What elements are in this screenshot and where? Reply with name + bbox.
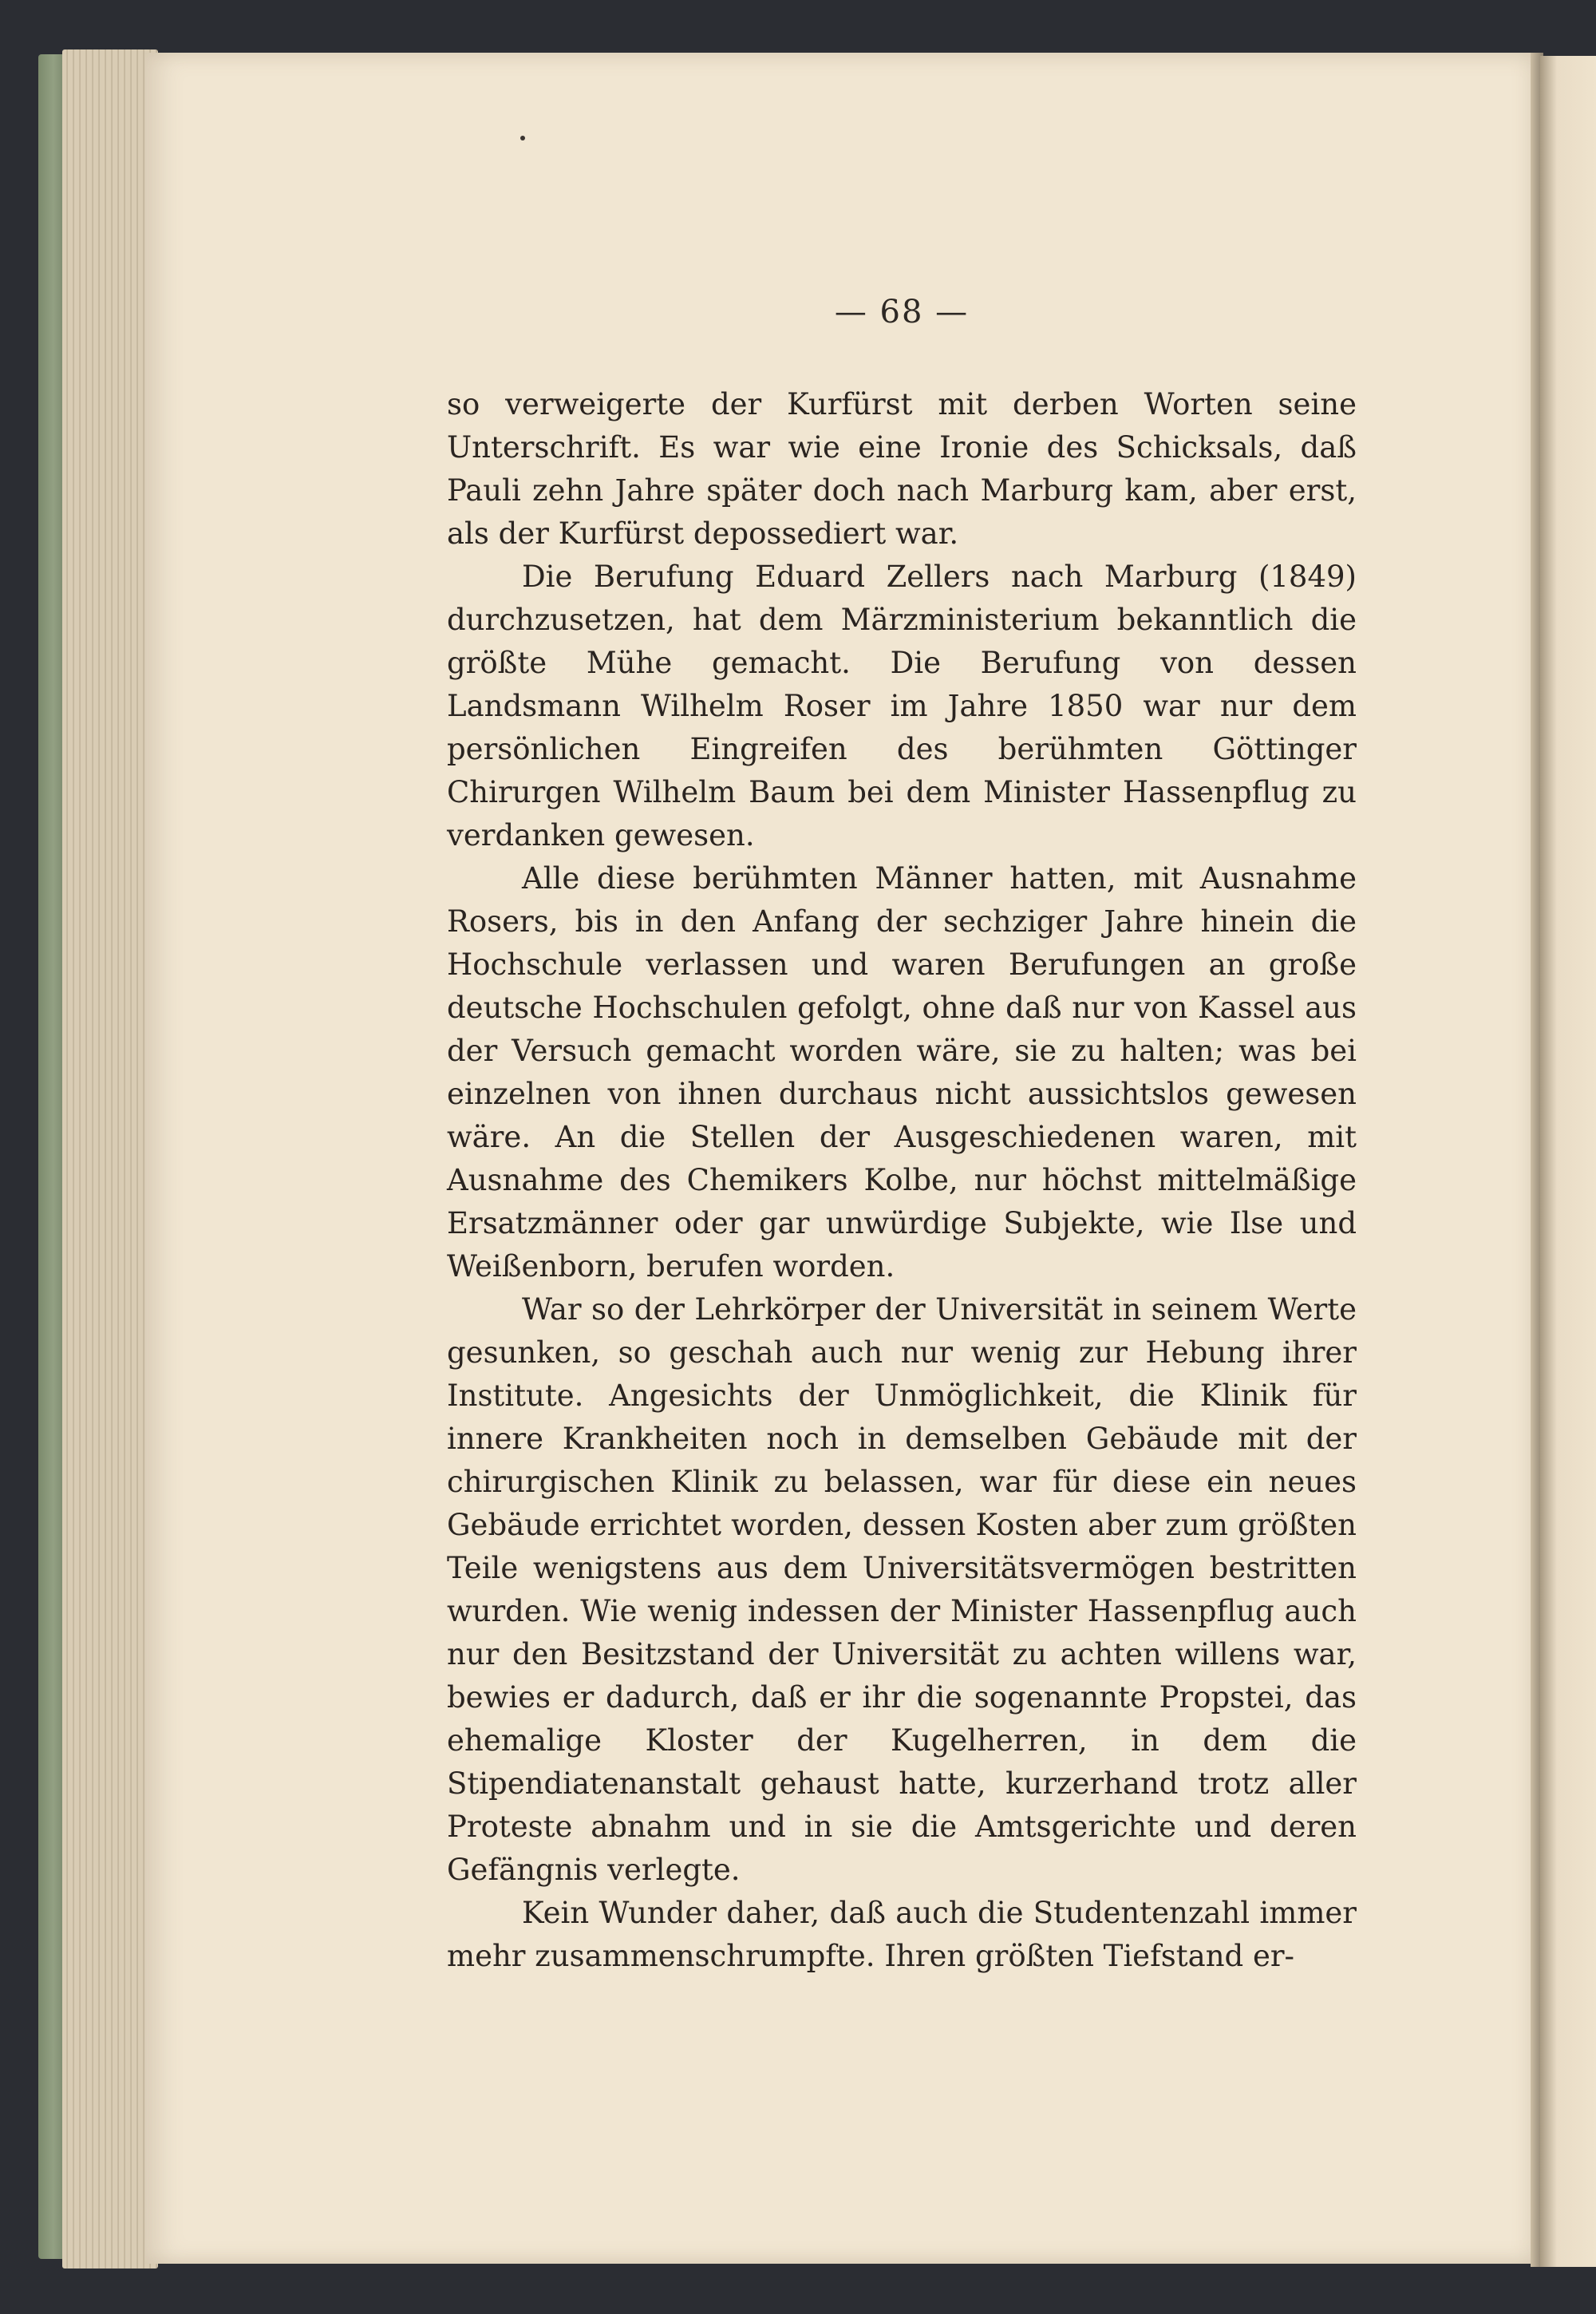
paragraph: so verweigerte der Kurfürst mit derben Worten seine Unterschrift. Es war wie eine Ironie des Schicksals, daß Pauli zehn Jahre später doch nach Marburg kam, aber erst, als der Kurfürst depossediert war. xyxy=(447,387,1357,551)
paragraph: Die Berufung Eduard Zellers nach Marburg (1849) durchzusetzen, hat dem Märzministerium bekanntlich die größte Mühe gemacht. Die Berufung von dessen Landsmann Wilhelm Roser im Jahre 1850 war nur dem persönlichen Eingreifen des berühmten Göttinger Chirurgen Wilhelm Baum bei dem Minister Hassenpflug zu verdanken gewesen. xyxy=(447,560,1357,852)
paragraph: War so der Lehrkörper der Universität in seinem Werte gesunken, so geschah auch nur wenig zur Hebung ihrer Institute. Angesichts der Unmöglichkeit, die Klinik für innere Krankheiten noch in demselben Gebäude mit der chirurgischen Klinik zu belassen, war für diese ein neues Gebäude errichtet worden, dessen Kosten aber zum größten Teile wenigstens aus dem Universitätsvermögen bestritten wurden. Wie wenig indessen der Minister Hassenpflug auch nur den Besitzstand der Universität zu achten willens war, bewies er dadurch, daß er ihr die sogenannte Propstei, das ehemalige Kloster der Kugelherren, in dem die Stipendiatenanstalt gehaust hatte, kurzerhand trotz aller Proteste abnahm und in sie die Amtsgerichte und deren Gefängnis verlegte. xyxy=(447,1292,1357,1887)
page-body-text xyxy=(447,383,1357,1978)
ink-speck xyxy=(520,136,525,140)
paragraph: Alle diese berühmten Männer hatten, mit Ausnahme Rosers, bis in den Anfang der sechziger Jahre hinein die Hochschule verlassen und waren Berufungen an große deutsche Hochschulen gefolgt, ohne daß nur von Kassel aus der Versuch gemacht worden wäre, sie zu halten; was bei einzelnen von ihnen durchaus nicht aussichtslos gewesen wäre. An die Stellen der Ausgeschiedenen waren, mit Ausnahme des Chemikers Kolbe, nur höchst mittelmäßige Ersatzmänner oder gar unwürdige Subjekte, wie Ilse und Weißenborn, berufen worden. xyxy=(447,861,1357,1284)
paragraph: Kein Wunder daher, daß auch die Studentenzahl immer mehr zusammenschrumpfte. Ihren größten Tiefstand er- xyxy=(447,1896,1357,1973)
page-number: — 68 — xyxy=(834,294,970,330)
page-edges-stack xyxy=(62,49,158,2269)
facing-page-edge xyxy=(1540,56,1596,2267)
